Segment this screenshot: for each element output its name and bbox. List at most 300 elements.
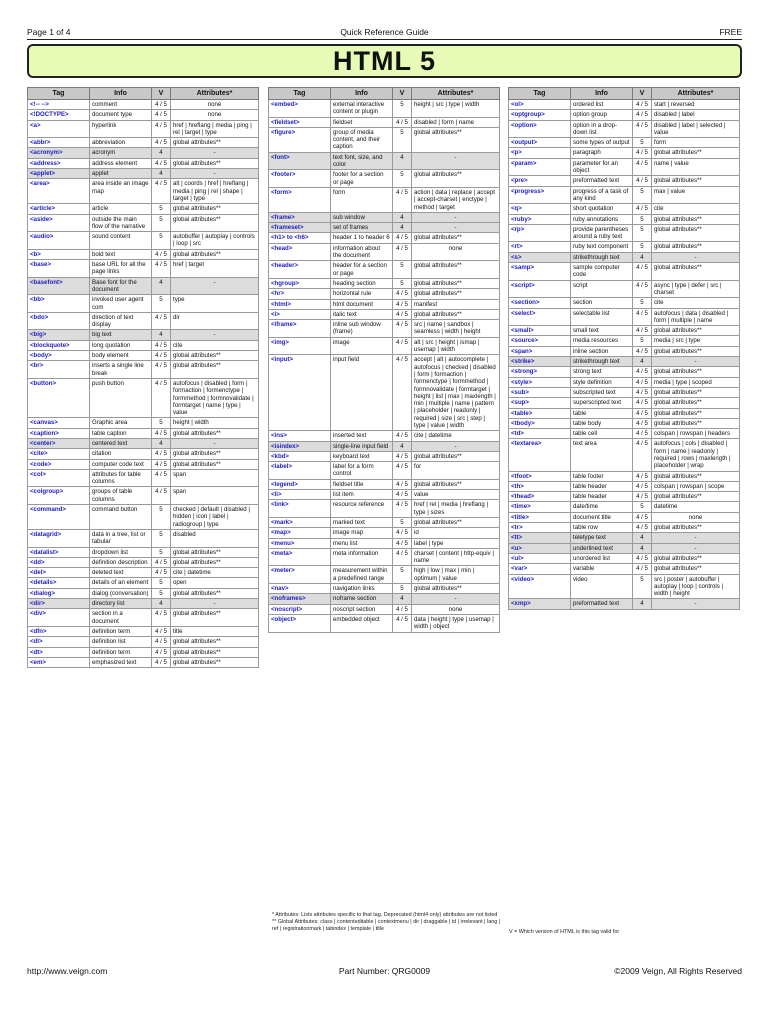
info-cell: computer code text <box>90 459 152 469</box>
info-cell: invoked user agent com <box>90 295 152 313</box>
info-cell: deleted text <box>90 568 152 578</box>
attributes-cell: global attributes** <box>412 261 500 279</box>
attributes-cell: global attributes** <box>412 479 500 489</box>
info-cell: noframe section <box>331 594 393 604</box>
table-row <box>269 309 500 319</box>
table-row <box>269 127 500 152</box>
version-cell: 5 <box>633 336 652 346</box>
table-row <box>269 584 500 594</box>
info-cell: underlined text <box>571 543 633 553</box>
version-cell: 5 <box>633 574 652 599</box>
tag-cell: <meter> <box>269 566 331 584</box>
info-cell: long quotation <box>90 340 152 350</box>
table-header-row <box>269 88 500 100</box>
attributes-cell: - <box>412 212 500 222</box>
attributes-cell: global attributes** <box>652 398 740 408</box>
table-row <box>28 214 259 232</box>
attributes-cell: global attributes** <box>171 459 259 469</box>
version-cell: 4 / 5 <box>633 418 652 428</box>
tag-cell: <a> <box>28 120 90 138</box>
table-row <box>509 357 740 367</box>
tag-cell: <object> <box>269 614 331 632</box>
version-cell: 4 / 5 <box>152 138 171 148</box>
version-cell: 4 / 5 <box>633 523 652 533</box>
table-row <box>269 431 500 441</box>
attributes-cell: global attributes** <box>171 557 259 567</box>
version-cell: 4 / 5 <box>393 604 412 614</box>
info-cell: measurement within a predefined range <box>331 566 393 584</box>
tag-cell: <legend> <box>269 479 331 489</box>
table-row <box>28 428 259 438</box>
attributes-cell: - <box>652 543 740 553</box>
version-cell: 4 / 5 <box>393 299 412 309</box>
attributes-cell: global attributes** <box>652 564 740 574</box>
version-cell: 4 / 5 <box>633 204 652 214</box>
tag-cell: <kbd> <box>269 451 331 461</box>
info-cell: article <box>90 204 152 214</box>
table-row <box>28 378 259 417</box>
version-cell: 4 / 5 <box>633 110 652 120</box>
table-row <box>509 543 740 553</box>
version-cell: 4 / 5 <box>152 378 171 417</box>
info-cell: small text <box>571 326 633 336</box>
attributes-cell: cite <box>171 340 259 350</box>
tag-cell: <samp> <box>509 263 571 281</box>
info-cell: body element <box>90 351 152 361</box>
version-cell: 4 / 5 <box>633 481 652 491</box>
info-cell: list item <box>331 490 393 500</box>
info-cell: outside the main flow of the narrative <box>90 214 152 232</box>
attributes-cell: href | target <box>171 260 259 278</box>
info-cell: text area <box>571 439 633 471</box>
attributes-cell: global attributes** <box>171 647 259 657</box>
attributes-cell: - <box>652 252 740 262</box>
info-cell: form <box>331 187 393 212</box>
info-cell: inserts a single line break <box>90 361 152 379</box>
table-row <box>509 158 740 176</box>
tag-cell: <datalist> <box>28 547 90 557</box>
attributes-cell: global attributes** <box>652 471 740 481</box>
table-row <box>28 295 259 313</box>
tag-cell: <form> <box>269 187 331 212</box>
info-cell: applet <box>90 169 152 179</box>
version-cell: 4 / 5 <box>152 469 171 487</box>
tag-cell: <base> <box>28 260 90 278</box>
version-cell: 4 / 5 <box>633 564 652 574</box>
table-row <box>509 148 740 158</box>
version-cell: 4 / 5 <box>152 351 171 361</box>
version-cell: 4 <box>393 152 412 170</box>
version-cell: 4 / 5 <box>633 408 652 418</box>
version-cell: 5 <box>152 214 171 232</box>
attributes-cell: global attributes** <box>171 204 259 214</box>
attributes-cell: global attributes** <box>171 249 259 259</box>
info-cell: keyboard text <box>331 451 393 461</box>
version-cell: 4 / 5 <box>633 387 652 397</box>
tag-cell: <rt> <box>509 242 571 252</box>
info-cell: resource reference <box>331 500 393 518</box>
tag-table <box>27 87 259 668</box>
info-cell: image <box>331 337 393 355</box>
table-row <box>269 538 500 548</box>
table-row <box>269 490 500 500</box>
tag-cell: <select> <box>509 308 571 326</box>
table-row <box>269 233 500 243</box>
attributes-cell: cite <box>652 204 740 214</box>
tag-table <box>268 87 500 633</box>
table-row <box>28 277 259 295</box>
tag-cell: <th> <box>509 481 571 491</box>
attributes-cell: cite | datetime <box>412 431 500 441</box>
info-cell: table header <box>571 481 633 491</box>
version-cell: 4 <box>152 277 171 295</box>
version-cell: 5 <box>152 204 171 214</box>
version-cell: 4 <box>633 599 652 609</box>
table-row <box>509 336 740 346</box>
version-cell: 5 <box>152 232 171 250</box>
info-cell: definition term <box>90 626 152 636</box>
table-row <box>509 120 740 138</box>
version-cell: 4 <box>633 533 652 543</box>
table-row <box>509 481 740 491</box>
table-row <box>509 308 740 326</box>
table-row <box>269 566 500 584</box>
info-cell: information about the document <box>331 243 393 261</box>
table-row <box>28 169 259 179</box>
table-row <box>28 351 259 361</box>
version-cell: 4 / 5 <box>633 148 652 158</box>
attributes-cell: none <box>412 604 500 614</box>
attributes-cell: high | low | max | min | optimum | value <box>412 566 500 584</box>
table-row <box>509 387 740 397</box>
attributes-cell: global attributes** <box>171 547 259 557</box>
tag-cell: <h1> to <h6> <box>269 233 331 243</box>
attributes-cell: global attributes** <box>171 428 259 438</box>
tag-cell: <progress> <box>509 186 571 204</box>
version-cell: 4 / 5 <box>152 158 171 168</box>
info-cell: emphasized text <box>90 657 152 667</box>
version-cell: 4 <box>152 169 171 179</box>
tag-cell: <script> <box>509 280 571 298</box>
table-row <box>509 186 740 204</box>
table-row <box>28 418 259 428</box>
attributes-cell: for <box>412 462 500 480</box>
attributes-cell: start | reversed <box>652 100 740 110</box>
info-cell: table cell <box>571 429 633 439</box>
tag-cell: <small> <box>509 326 571 336</box>
attributes-cell: action | data | replace | accept | accept-charset | enctype | method | target <box>412 187 500 212</box>
tag-cell: <dialog> <box>28 588 90 598</box>
info-cell: table <box>571 408 633 418</box>
info-cell: groups of table columns <box>90 487 152 505</box>
version-cell: 4 / 5 <box>633 398 652 408</box>
table-row <box>28 599 259 609</box>
table-row <box>28 361 259 379</box>
table-row <box>269 355 500 431</box>
attributes-cell: global attributes** <box>412 309 500 319</box>
attributes-cell: global attributes** <box>652 408 740 418</box>
version-cell: 4 <box>633 357 652 367</box>
tag-cell: <canvas> <box>28 418 90 428</box>
attributes-cell: global attributes** <box>412 584 500 594</box>
attributes-cell: span <box>171 487 259 505</box>
tag-cell: <menu> <box>269 538 331 548</box>
tag-cell: <dir> <box>28 599 90 609</box>
info-cell: option in a drop-down list <box>571 120 633 138</box>
attributes-column-header: Attributes* <box>412 88 500 100</box>
tag-cell: <bdo> <box>28 312 90 330</box>
version-cell: 4 / 5 <box>152 260 171 278</box>
table-row <box>509 263 740 281</box>
tag-cell: <rp> <box>509 224 571 242</box>
table-row <box>509 214 740 224</box>
version-cell: 4 / 5 <box>393 431 412 441</box>
table-row <box>509 408 740 418</box>
table-row <box>269 594 500 604</box>
version-cell: 4 / 5 <box>152 340 171 350</box>
attributes-cell: datetime <box>652 502 740 512</box>
info-cell: input field <box>331 355 393 431</box>
tag-cell: <tfoot> <box>509 471 571 481</box>
tag-column-header: Tag <box>509 88 571 100</box>
version-cell: 4 / 5 <box>152 110 171 120</box>
table-row <box>509 533 740 543</box>
table-row <box>509 298 740 308</box>
info-cell: heading section <box>331 278 393 288</box>
attributes-cell: autobuffer | autoplay | controls | loop | src <box>171 232 259 250</box>
tag-cell: <datagrid> <box>28 529 90 547</box>
attributes-cell: global attributes** <box>171 214 259 232</box>
tag-cell: <textarea> <box>509 439 571 471</box>
tag-cell: <code> <box>28 459 90 469</box>
table-row <box>269 289 500 299</box>
attributes-cell: alt | src | height | ismap | usemap | width <box>412 337 500 355</box>
version-cell: 4 / 5 <box>393 528 412 538</box>
page-header <box>27 27 742 38</box>
version-cell: 4 / 5 <box>633 308 652 326</box>
attributes-cell: label | type <box>412 538 500 548</box>
reference-column-1 <box>27 87 259 668</box>
tag-cell: <address> <box>28 158 90 168</box>
version-cell: 4 <box>152 330 171 340</box>
tag-cell: <tbody> <box>509 418 571 428</box>
tag-cell: <embed> <box>269 100 331 118</box>
version-cell: 5 <box>393 100 412 118</box>
tag-column-header: Tag <box>269 88 331 100</box>
version-cell: 4 <box>393 441 412 451</box>
version-cell: 4 <box>393 212 412 222</box>
info-cell: big text <box>90 330 152 340</box>
info-cell: navigation links <box>331 584 393 594</box>
info-cell: marked text <box>331 517 393 527</box>
header-divider <box>27 39 742 40</box>
tag-cell: <figure> <box>269 127 331 152</box>
table-row <box>269 548 500 566</box>
attributes-cell: global attributes** <box>652 148 740 158</box>
tag-cell: <hgroup> <box>269 278 331 288</box>
table-row <box>509 429 740 439</box>
attributes-cell: - <box>412 441 500 451</box>
info-cell: directory list <box>90 599 152 609</box>
version-cell: 4 <box>152 438 171 448</box>
version-cell: 5 <box>633 186 652 204</box>
tag-cell: <button> <box>28 378 90 417</box>
version-cell: 4 / 5 <box>633 280 652 298</box>
table-row <box>28 449 259 459</box>
tag-cell: <frameset> <box>269 223 331 233</box>
attributes-cell: global attributes** <box>171 588 259 598</box>
version-cell: 5 <box>152 547 171 557</box>
tag-cell: <thead> <box>509 492 571 502</box>
tag-cell: <strike> <box>509 357 571 367</box>
table-row <box>28 469 259 487</box>
attributes-cell: global attributes** <box>652 346 740 356</box>
table-row <box>509 418 740 428</box>
version-column-header: V <box>152 88 171 100</box>
table-row <box>509 502 740 512</box>
attributes-cell: global attributes** <box>652 214 740 224</box>
info-cell: sample computer code <box>571 263 633 281</box>
attributes-cell: max | value <box>652 186 740 204</box>
tag-cell: <ol> <box>509 100 571 110</box>
version-cell: 4 / 5 <box>152 657 171 667</box>
version-cell: 4 / 5 <box>633 429 652 439</box>
version-cell: 5 <box>393 517 412 527</box>
version-cell: 4 / 5 <box>152 312 171 330</box>
info-cell: abbreviation <box>90 138 152 148</box>
version-cell: 5 <box>393 584 412 594</box>
attributes-cell: global attributes** <box>652 263 740 281</box>
tag-cell: <aside> <box>28 214 90 232</box>
tag-cell: <details> <box>28 578 90 588</box>
info-cell: single-line input field <box>331 441 393 451</box>
info-cell: citation <box>90 449 152 459</box>
tag-cell: <sub> <box>509 387 571 397</box>
version-cell: 4 <box>152 599 171 609</box>
attributes-cell: id <box>412 528 500 538</box>
footer-part-number: Part Number: QRG0009 <box>338 966 431 976</box>
tag-cell: <img> <box>269 337 331 355</box>
table-row <box>509 224 740 242</box>
attributes-cell: media | src | type <box>652 336 740 346</box>
table-row <box>269 261 500 279</box>
info-cell: push button <box>90 378 152 417</box>
info-cell: direction of text display <box>90 312 152 330</box>
version-cell: 4 / 5 <box>152 361 171 379</box>
global-attributes-note: ** Global Attributes: class | contenteditable | contextmenu | dir | draggable | id | irrelevant | lang | ref | registrationmark | tabindex | template | title <box>272 919 501 933</box>
tag-cell: <del> <box>28 568 90 578</box>
table-row <box>509 564 740 574</box>
table-row <box>28 110 259 120</box>
version-cell: 4 / 5 <box>152 609 171 627</box>
info-cell: paragraph <box>571 148 633 158</box>
attributes-cell: global attributes** <box>412 517 500 527</box>
tag-column-header: Tag <box>28 88 90 100</box>
info-cell: address element <box>90 158 152 168</box>
table-row <box>269 517 500 527</box>
tag-cell: <html> <box>269 299 331 309</box>
table-row <box>269 117 500 127</box>
tag-cell: <sup> <box>509 398 571 408</box>
tag-cell: <optgroup> <box>509 110 571 120</box>
tag-cell: <footer> <box>269 170 331 188</box>
attributes-cell: global attributes** <box>171 351 259 361</box>
version-cell: 4 / 5 <box>152 120 171 138</box>
table-row <box>269 299 500 309</box>
table-row <box>28 657 259 667</box>
attributes-cell: global attributes** <box>412 170 500 188</box>
tag-cell: <command> <box>28 505 90 530</box>
tag-cell: <acronym> <box>28 148 90 158</box>
version-cell: 5 <box>152 578 171 588</box>
attributes-cell: global attributes** <box>171 449 259 459</box>
attributes-cell: global attributes** <box>652 492 740 502</box>
info-cell: date/time <box>571 502 633 512</box>
table-row <box>509 204 740 214</box>
version-cell: 4 / 5 <box>393 233 412 243</box>
table-row <box>509 523 740 533</box>
tag-cell: <option> <box>509 120 571 138</box>
info-cell: table header <box>571 492 633 502</box>
table-row <box>269 451 500 461</box>
info-cell: comment <box>90 100 152 110</box>
table-row <box>509 599 740 609</box>
info-cell: table row <box>571 523 633 533</box>
table-row <box>28 529 259 547</box>
tag-cell: <audio> <box>28 232 90 250</box>
tag-cell: <q> <box>509 204 571 214</box>
table-row <box>28 459 259 469</box>
tag-cell: <noframes> <box>269 594 331 604</box>
tag-cell: <font> <box>269 152 331 170</box>
info-cell: base URL for all the page links <box>90 260 152 278</box>
attributes-cell: colspan | rowspan | scope <box>652 481 740 491</box>
attributes-cell: - <box>171 330 259 340</box>
version-cell: 4 / 5 <box>393 309 412 319</box>
attributes-cell: - <box>652 533 740 543</box>
attributes-cell: cite | datetime <box>171 568 259 578</box>
version-cell: 4 / 5 <box>152 179 171 204</box>
tag-cell: <table> <box>509 408 571 418</box>
table-row <box>269 337 500 355</box>
info-cell: embedded object <box>331 614 393 632</box>
attributes-cell: src | poster | autobuffer | autoplay | loop | controls | width | height <box>652 574 740 599</box>
tag-cell: <meta> <box>269 548 331 566</box>
footer-url[interactable]: http://www.veign.com <box>27 966 108 976</box>
attributes-cell: none <box>412 243 500 261</box>
attributes-cell: src | name | sandbox | seamless | width | height <box>412 320 500 338</box>
info-cell: sub window <box>331 212 393 222</box>
version-cell: 5 <box>393 170 412 188</box>
table-row <box>269 212 500 222</box>
free-label: FREE <box>719 27 742 37</box>
version-cell: 5 <box>633 138 652 148</box>
info-cell: command button <box>90 505 152 530</box>
table-row <box>269 479 500 489</box>
table-row <box>28 609 259 627</box>
tag-cell: <pre> <box>509 176 571 186</box>
attributes-cell: span <box>171 469 259 487</box>
info-column-header: Info <box>331 88 393 100</box>
attributes-cell: global attributes** <box>652 224 740 242</box>
tag-cell: <tt> <box>509 533 571 543</box>
table-row <box>269 614 500 632</box>
version-cell: 4 / 5 <box>393 117 412 127</box>
version-cell: 4 / 5 <box>393 538 412 548</box>
table-row <box>28 505 259 530</box>
tag-cell: <bb> <box>28 295 90 313</box>
tag-cell: <label> <box>269 462 331 480</box>
